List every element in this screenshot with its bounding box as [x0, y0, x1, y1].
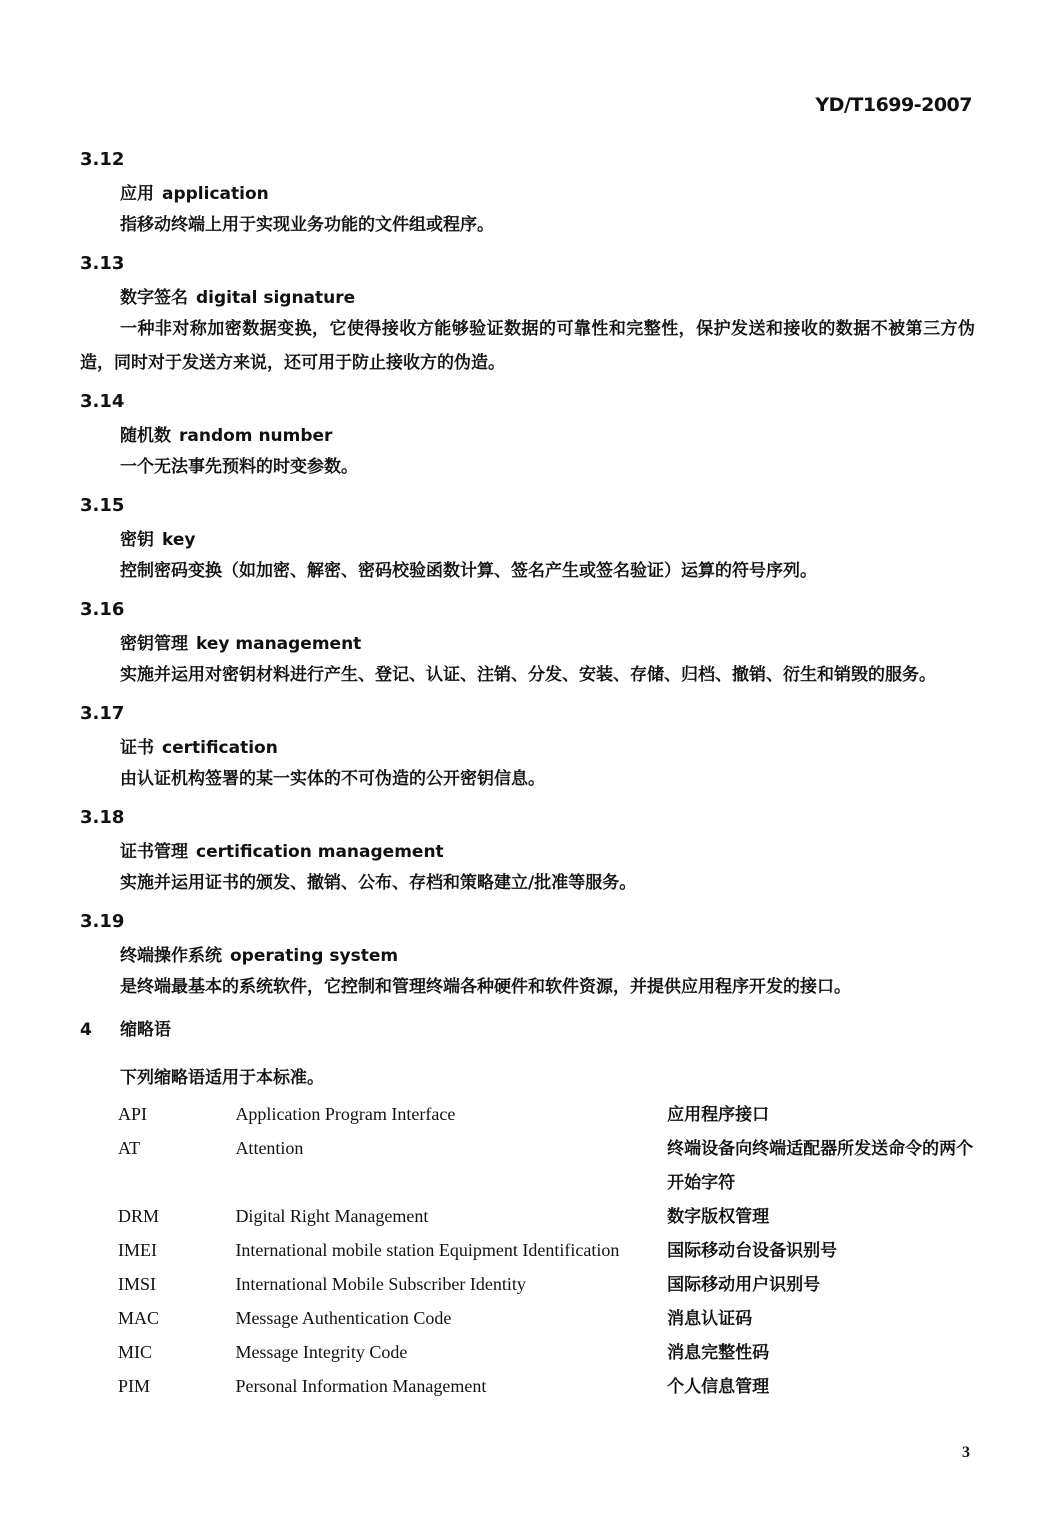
page-number: 3: [962, 1444, 970, 1461]
abbr-code: AT: [118, 1138, 140, 1158]
section-title: [80, 1018, 975, 1042]
term-definition: 是终端最基本的系统软件，它控制和管理终端各种硬件和软件资源，并提供应用程序开发的接口。: [120, 977, 851, 997]
term-number: 3.19: [80, 911, 125, 932]
term-number: 3.17: [80, 703, 125, 724]
abbr-cn: 消息完整性码: [667, 1343, 770, 1363]
term-en: certification management: [196, 842, 444, 862]
abbr-code: DRM: [118, 1206, 160, 1226]
table-row: [118, 1132, 975, 1200]
abbr-cn: 消息认证码: [667, 1309, 753, 1329]
table-row: [118, 1370, 975, 1404]
term-cn: 密钥管理: [120, 634, 188, 654]
term-number: 3.16: [80, 599, 125, 620]
term-definition: 一种非对称加密数据变换，它使得接收方能够验证数据的可靠性和完整性，保护发送和接收的数据不被第三方伪造，同时对于发送方来说，还可用于防止接收方的伪造。: [80, 319, 975, 373]
term-heading: [80, 632, 975, 656]
term-definition: 由认证机构签署的某一实体的不可伪造的公开密钥信息。: [120, 769, 545, 789]
document-code: YD/T1699-2007: [815, 94, 972, 116]
abbr-full: International Mobile Subscriber Identity: [235, 1274, 526, 1294]
table-row: [118, 1302, 975, 1336]
table-row: [118, 1234, 975, 1268]
section-intro: 下列缩略语适用于本标准。: [120, 1068, 324, 1088]
abbr-cn: 应用程序接口: [667, 1105, 770, 1125]
term-cn: 随机数: [120, 426, 171, 446]
term-heading: [80, 286, 975, 310]
abbr-full: Attention: [235, 1138, 304, 1158]
term-number: 3.13: [80, 253, 125, 274]
abbr-full: Application Program Interface: [235, 1104, 456, 1124]
abbreviation-table: [118, 1098, 975, 1404]
term-number: 3.12: [80, 149, 125, 170]
term-cn: 终端操作系统: [120, 946, 222, 966]
term-cn: 证书: [120, 738, 154, 758]
abbr-full: International mobile station Equipment Identification: [235, 1240, 620, 1260]
term-heading: [80, 944, 975, 968]
term-heading: [80, 182, 975, 206]
term-cn: 密钥: [120, 530, 154, 550]
term-definition: 指移动终端上用于实现业务功能的文件组或程序。: [120, 215, 494, 235]
term-number: 3.15: [80, 495, 125, 516]
term-entry: [80, 598, 975, 692]
table-row: [118, 1268, 975, 1302]
term-en: application: [162, 184, 269, 204]
term-en: key management: [196, 634, 362, 654]
term-entry: [80, 702, 975, 796]
abbr-cn: 国际移动用户识别号: [667, 1275, 821, 1295]
term-entry: [80, 148, 975, 242]
term-number: 3.14: [80, 391, 125, 412]
term-heading: [80, 736, 975, 760]
term-en: operating system: [230, 946, 399, 966]
abbr-cn: 国际移动台设备识别号: [667, 1241, 838, 1261]
term-heading: [80, 424, 975, 448]
term-en: random number: [179, 426, 333, 446]
term-cn: 应用: [120, 184, 154, 204]
section-title-text: 缩略语: [120, 1020, 171, 1040]
term-cn: 证书管理: [120, 842, 188, 862]
abbr-cn: 个人信息管理: [667, 1377, 770, 1397]
term-entry: [80, 390, 975, 484]
table-row: [118, 1336, 975, 1370]
abbr-full: Personal Information Management: [235, 1376, 487, 1396]
term-en: certification: [162, 738, 278, 758]
term-en: digital signature: [196, 288, 356, 308]
term-definition: 实施并运用证书的颁发、撤销、公布、存档和策略建立/批准等服务。: [120, 873, 637, 893]
abbr-code: MIC: [118, 1342, 153, 1362]
abbr-code: PIM: [118, 1376, 151, 1396]
abbr-code: API: [118, 1104, 148, 1124]
term-number: 3.18: [80, 807, 125, 828]
abbr-cn: 终端设备向终端适配器所发送命令的两个开始字符: [667, 1139, 974, 1193]
term-definition: 实施并运用对密钥材料进行产生、登记、认证、注销、分发、安装、存储、归档、撤销、衍生和销毁的服务。: [120, 665, 936, 685]
term-entry: [80, 806, 975, 900]
term-heading: [80, 840, 975, 864]
term-entry: [80, 252, 975, 380]
term-definition: 控制密码变换（如加密、解密、密码校验函数计算、签名产生或签名验证）运算的符号序列。: [120, 561, 817, 581]
abbr-full: Message Authentication Code: [235, 1308, 452, 1328]
table-row: [118, 1200, 975, 1234]
term-en: key: [162, 530, 196, 550]
abbr-code: IMSI: [118, 1274, 157, 1294]
term-definition: 一个无法事先预料的时变参数。: [120, 457, 358, 477]
abbr-full: Message Integrity Code: [235, 1342, 408, 1362]
abbr-cn: 数字版权管理: [667, 1207, 770, 1227]
abbr-code: IMEI: [118, 1240, 157, 1260]
page-content: [80, 138, 975, 1404]
abbr-code: MAC: [118, 1308, 160, 1328]
table-row: [118, 1098, 975, 1132]
term-cn: 数字签名: [120, 288, 188, 308]
section-number: 4: [80, 1020, 92, 1040]
term-entry: [80, 494, 975, 588]
term-entry: [80, 910, 975, 1004]
abbr-full: Digital Right Management: [235, 1206, 429, 1226]
term-heading: [80, 528, 975, 552]
